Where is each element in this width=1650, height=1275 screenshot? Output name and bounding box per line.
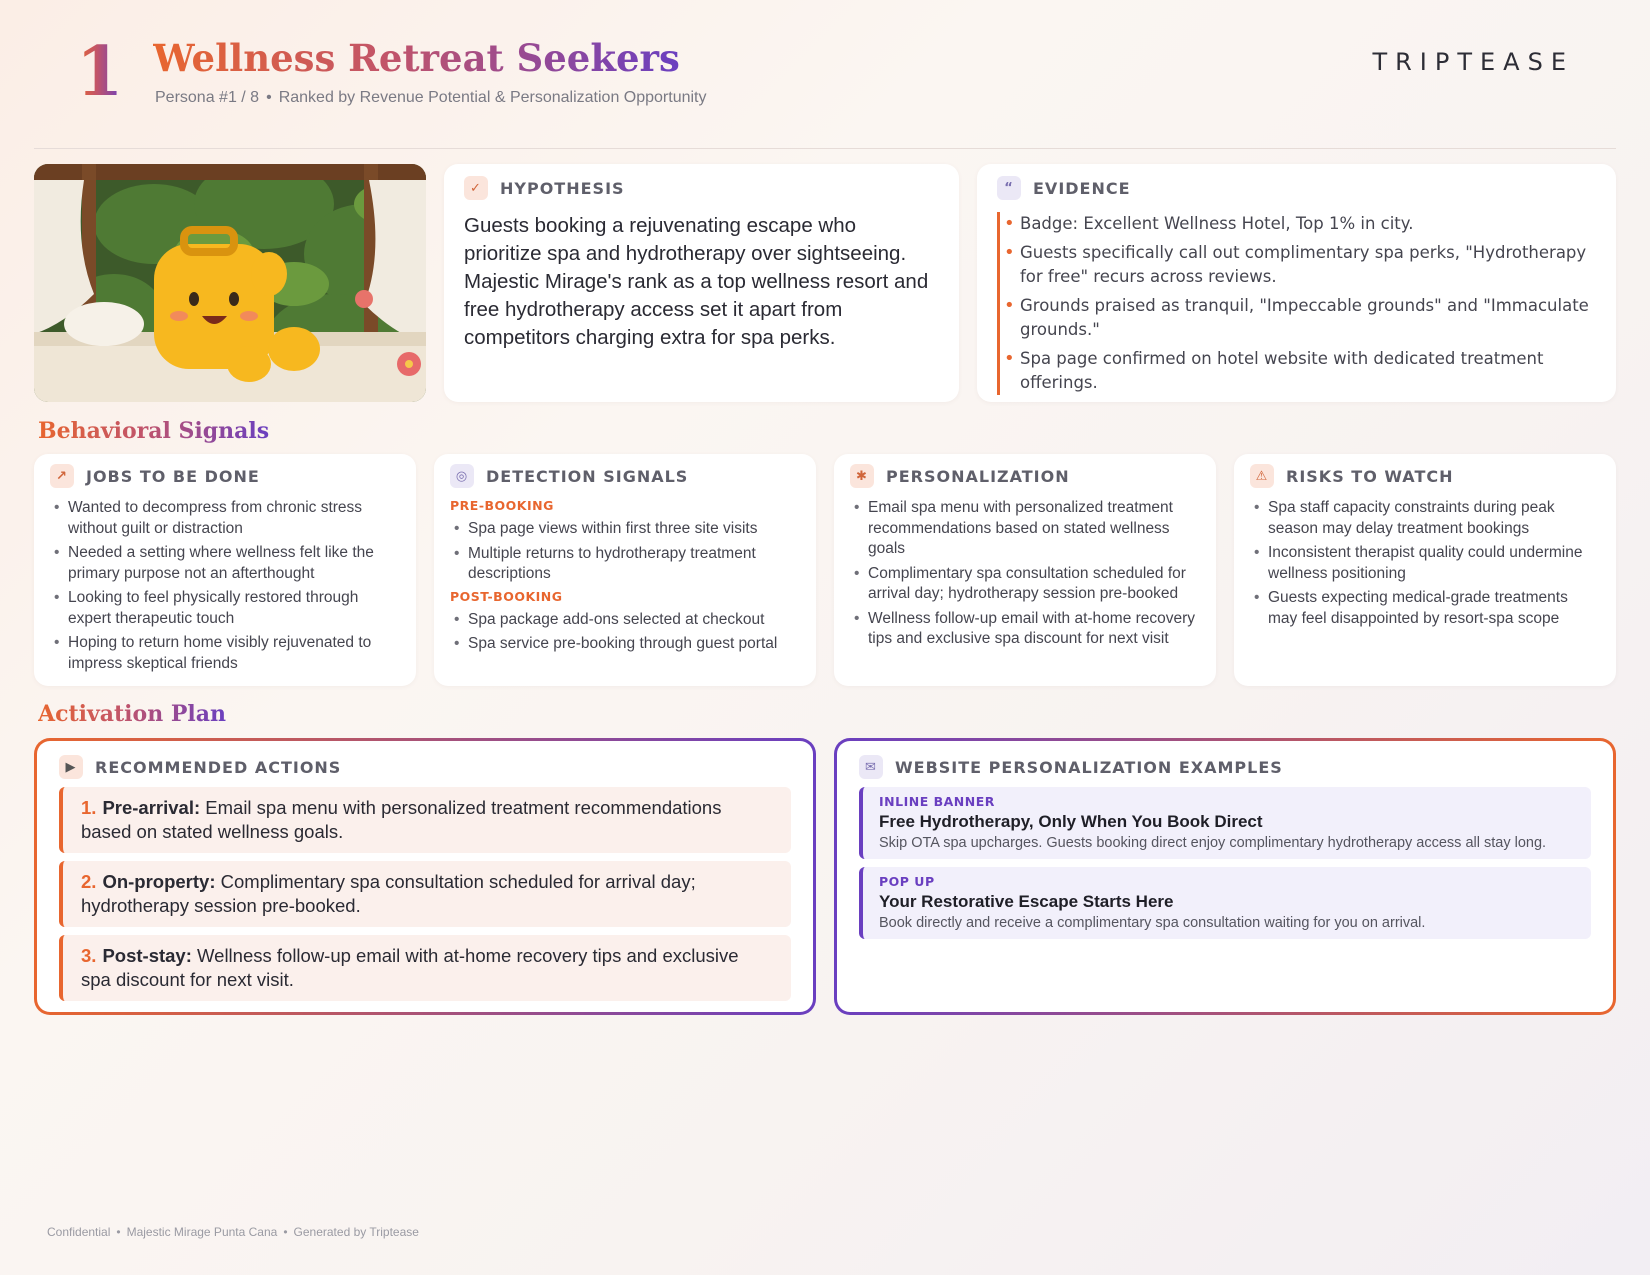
evidence-header bbox=[997, 176, 1596, 200]
example-headline: Your Restorative Escape Starts Here bbox=[879, 892, 1174, 911]
list-item: • Email spa menu with personalized treatment recommendations based on stated wellness goals bbox=[850, 498, 1200, 560]
risks-list bbox=[1250, 498, 1600, 629]
list-item: • Spa service pre-booking through guest portal bbox=[450, 634, 800, 655]
personalization-heading: PERSONALIZATION bbox=[886, 466, 1070, 486]
personalization-list bbox=[850, 498, 1200, 650]
risks-heading: RISKS TO WATCH bbox=[1286, 466, 1454, 486]
brand-logo: TRIPTEASE bbox=[1372, 48, 1574, 76]
pre-booking-label: PRE-BOOKING bbox=[450, 498, 554, 513]
play-icon: ▶ bbox=[59, 755, 83, 779]
quote-icon: “ bbox=[997, 176, 1021, 200]
list-item: • Spa package add-ons selected at checkout bbox=[450, 610, 800, 631]
persona-count: Persona #1 / 8 bbox=[155, 89, 260, 106]
persona-rank: 1 bbox=[76, 32, 124, 112]
evidence-card bbox=[977, 164, 1616, 402]
list-item: • Inconsistent therapist quality could undermine wellness positioning bbox=[1250, 543, 1600, 584]
jobs-to-be-done-card bbox=[34, 454, 416, 686]
action-number: 2. bbox=[81, 871, 97, 892]
evidence-item: • Grounds praised as tranquil, "Impeccable grounds" and "Immaculate grounds." bbox=[1020, 294, 1596, 342]
page-title: Wellness Retreat Seekers bbox=[153, 36, 680, 80]
post-booking-label: POST-BOOKING bbox=[450, 588, 563, 604]
footer-generated: Generated by Triptease bbox=[293, 1225, 419, 1239]
action-number: 1. bbox=[81, 797, 97, 818]
example-type: INLINE BANNER bbox=[879, 794, 995, 809]
action-text: Email spa menu with personalized treatment recommendations based on stated wellness goals. bbox=[81, 797, 722, 842]
separator-dot: • bbox=[283, 1225, 288, 1239]
trend-arrow-icon: ↗ bbox=[50, 464, 74, 488]
list-item: • Wellness follow-up email with at-home recovery tips and exclusive spa discount for next visit bbox=[850, 609, 1200, 650]
header-divider bbox=[34, 148, 1616, 149]
hypothesis-heading: HYPOTHESIS bbox=[500, 178, 625, 198]
action-text: Complimentary spa consultation scheduled for arrival day; hydrotherapy session pre-booked. bbox=[81, 871, 696, 916]
target-icon: ◎ bbox=[450, 464, 474, 488]
post-booking-list bbox=[450, 610, 800, 655]
hypothesis-header bbox=[464, 176, 939, 200]
check-icon: ✓ bbox=[464, 176, 488, 200]
persona-illustration bbox=[34, 164, 426, 402]
actions-header bbox=[59, 755, 791, 779]
evidence-list bbox=[997, 212, 1596, 395]
footer bbox=[47, 1225, 419, 1239]
recommended-actions-panel bbox=[34, 738, 816, 1015]
action-item bbox=[59, 861, 791, 927]
activation-plan-title: Activation Plan bbox=[38, 701, 227, 727]
list-item: • Needed a setting where wellness felt like the primary purpose not an afterthought bbox=[50, 543, 400, 584]
list-item: • Spa page views within first three site visits bbox=[450, 519, 800, 540]
website-personalization-panel bbox=[834, 738, 1616, 1015]
action-number: 3. bbox=[81, 945, 97, 966]
list-item: • Hoping to return home visibly rejuvenated to impress skeptical friends bbox=[50, 633, 400, 674]
list-item: • Guests expecting medical-grade treatments may feel disappointed by resort-spa scope bbox=[1250, 588, 1600, 629]
website-example bbox=[859, 867, 1591, 939]
footer-confidential: Confidential bbox=[47, 1225, 111, 1239]
list-item: • Spa staff capacity constraints during peak season may delay treatment bookings bbox=[1250, 498, 1600, 539]
action-label: On-property: bbox=[102, 871, 216, 892]
action-label: Post-stay: bbox=[102, 945, 192, 966]
warning-icon: ⚠ bbox=[1250, 464, 1274, 488]
example-type: POP UP bbox=[879, 874, 935, 889]
asterisk-icon: ✱ bbox=[850, 464, 874, 488]
action-item bbox=[59, 935, 791, 1001]
action-label: Pre-arrival: bbox=[102, 797, 201, 818]
pre-booking-list bbox=[450, 519, 800, 585]
list-item: • Complimentary spa consultation scheduled for arrival day; hydrotherapy session pre-booked bbox=[850, 564, 1200, 605]
example-headline: Free Hydrotherapy, Only When You Book Direct bbox=[879, 812, 1263, 831]
separator-dot: • bbox=[116, 1225, 121, 1239]
risks-card bbox=[1234, 454, 1616, 686]
website-heading: WEBSITE PERSONALIZATION EXAMPLES bbox=[895, 757, 1283, 777]
list-item: • Looking to feel physically restored through expert therapeutic touch bbox=[50, 588, 400, 629]
behavioral-signals-title: Behavioral Signals bbox=[38, 418, 270, 444]
list-item: • Wanted to decompress from chronic stress without guilt or distraction bbox=[50, 498, 400, 539]
detection-signals-card bbox=[434, 454, 816, 686]
evidence-item: • Spa page confirmed on hotel website with dedicated treatment offerings. bbox=[1020, 347, 1596, 395]
evidence-item: • Guests specifically call out complimentary spa perks, "Hydrotherapy for free" recurs across reviews. bbox=[1020, 241, 1596, 289]
risks-header bbox=[1250, 464, 1600, 488]
website-example bbox=[859, 787, 1591, 859]
example-body: Book directly and receive a complimentary spa consultation waiting for you on arrival. bbox=[879, 915, 1426, 931]
evidence-heading: EVIDENCE bbox=[1033, 178, 1131, 198]
jobs-list bbox=[50, 498, 400, 674]
list-item: • Multiple returns to hydrotherapy treatment descriptions bbox=[450, 544, 800, 585]
evidence-item: • Badge: Excellent Wellness Hotel, Top 1% in city. bbox=[1020, 212, 1596, 236]
personalization-header bbox=[850, 464, 1200, 488]
example-body: Skip OTA spa upcharges. Guests booking direct enjoy complimentary hydrotherapy access all stay long. bbox=[879, 835, 1547, 851]
action-text: Wellness follow-up email with at-home recovery tips and exclusive spa discount for next visit. bbox=[81, 945, 739, 990]
ranking-note: Ranked by Revenue Potential & Personalization Opportunity bbox=[278, 89, 707, 106]
jobs-header bbox=[50, 464, 400, 488]
actions-heading: RECOMMENDED ACTIONS bbox=[95, 757, 342, 777]
hypothesis-text: Guests booking a rejuvenating escape who prioritize spa and hydrotherapy over sightseeing. Majestic Mirage's rank as a top wellness resort and free hydrotherapy access set it apart from competitors charging extra for spa perks. bbox=[464, 214, 929, 349]
personalization-card bbox=[834, 454, 1216, 686]
detection-header bbox=[450, 464, 800, 488]
page-subtitle bbox=[155, 89, 707, 107]
website-header bbox=[859, 755, 1591, 779]
mail-icon: ✉ bbox=[859, 755, 883, 779]
footer-hotel: Majestic Mirage Punta Cana bbox=[126, 1225, 278, 1239]
hypothesis-card bbox=[444, 164, 959, 402]
action-item bbox=[59, 787, 791, 853]
jobs-heading: JOBS TO BE DONE bbox=[86, 466, 260, 486]
separator-dot: • bbox=[266, 89, 272, 106]
detection-heading: DETECTION SIGNALS bbox=[486, 466, 689, 486]
